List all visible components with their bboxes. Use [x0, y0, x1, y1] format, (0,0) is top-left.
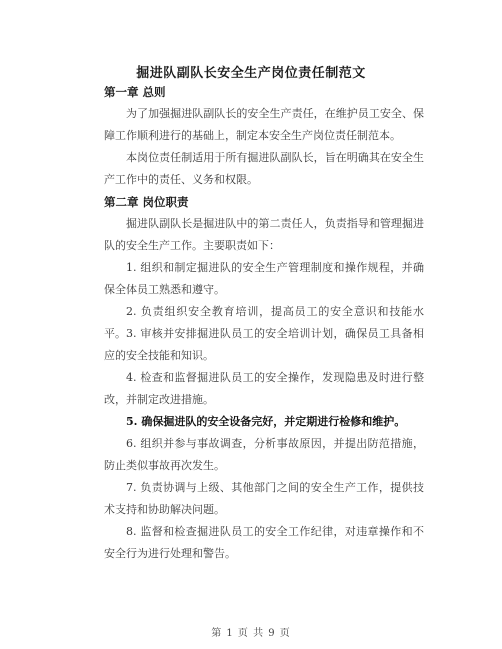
duty-item: 3. 审核并安排掘进队员工的安全培训计划，确保员工具备相应的安全技能和知识。: [104, 327, 424, 362]
chapter-1-heading: 第一章 总则: [104, 85, 166, 99]
chapter-1-paragraph: 为了加强掘进队副队长的安全生产责任，在维护员工安全、保障工作顺利进行的基础上，制定本安全生产岗位责任制范本。: [104, 107, 424, 142]
document-title: 掘进队副队长安全生产岗位责任制范文: [136, 66, 366, 81]
duty-item: 6. 组织并参与事故调查，分析事故原因，并提出防范措施，防止类似事故再次发生。: [104, 437, 424, 472]
chapter-1-paragraph: 本岗位责任制适用于所有掘进队副队长，旨在明确其在安全生产工作中的责任、义务和权限。: [104, 151, 424, 186]
duty-item: 4. 检查和监督掘进队员工的安全操作，发现隐患及时进行整改，并制定改进措施。: [104, 371, 424, 406]
duty-item: 7. 负责协调与上级、其他部门之间的安全生产工作，提供技术支持和协助解决问题。: [104, 481, 424, 516]
page-number: 第 1 页 共 9 页: [211, 628, 291, 639]
duty-item: 1. 组织和制定掘进队的安全生产管理制度和操作规程，并确保全体员工熟悉和遵守。: [104, 261, 424, 296]
chapter-2-heading: 第二章 岗位职责: [104, 195, 189, 209]
duty-item: 8. 监督和检查掘进队员工的安全工作纪律，对违章操作和不安全行为进行处理和警告。: [104, 525, 424, 560]
duty-item: 2. 负责组织安全教育培训，提高员工的安全意识和技能水平。: [104, 305, 424, 340]
chapter-2-intro: 掘进队副队长是掘进队中的第二责任人，负责指导和管理掘进队的安全生产工作。主要职责如下：: [104, 217, 424, 252]
duty-item-bold: 5. 确保掘进队的安全设备完好，并定期进行检修和维护。: [126, 415, 406, 428]
